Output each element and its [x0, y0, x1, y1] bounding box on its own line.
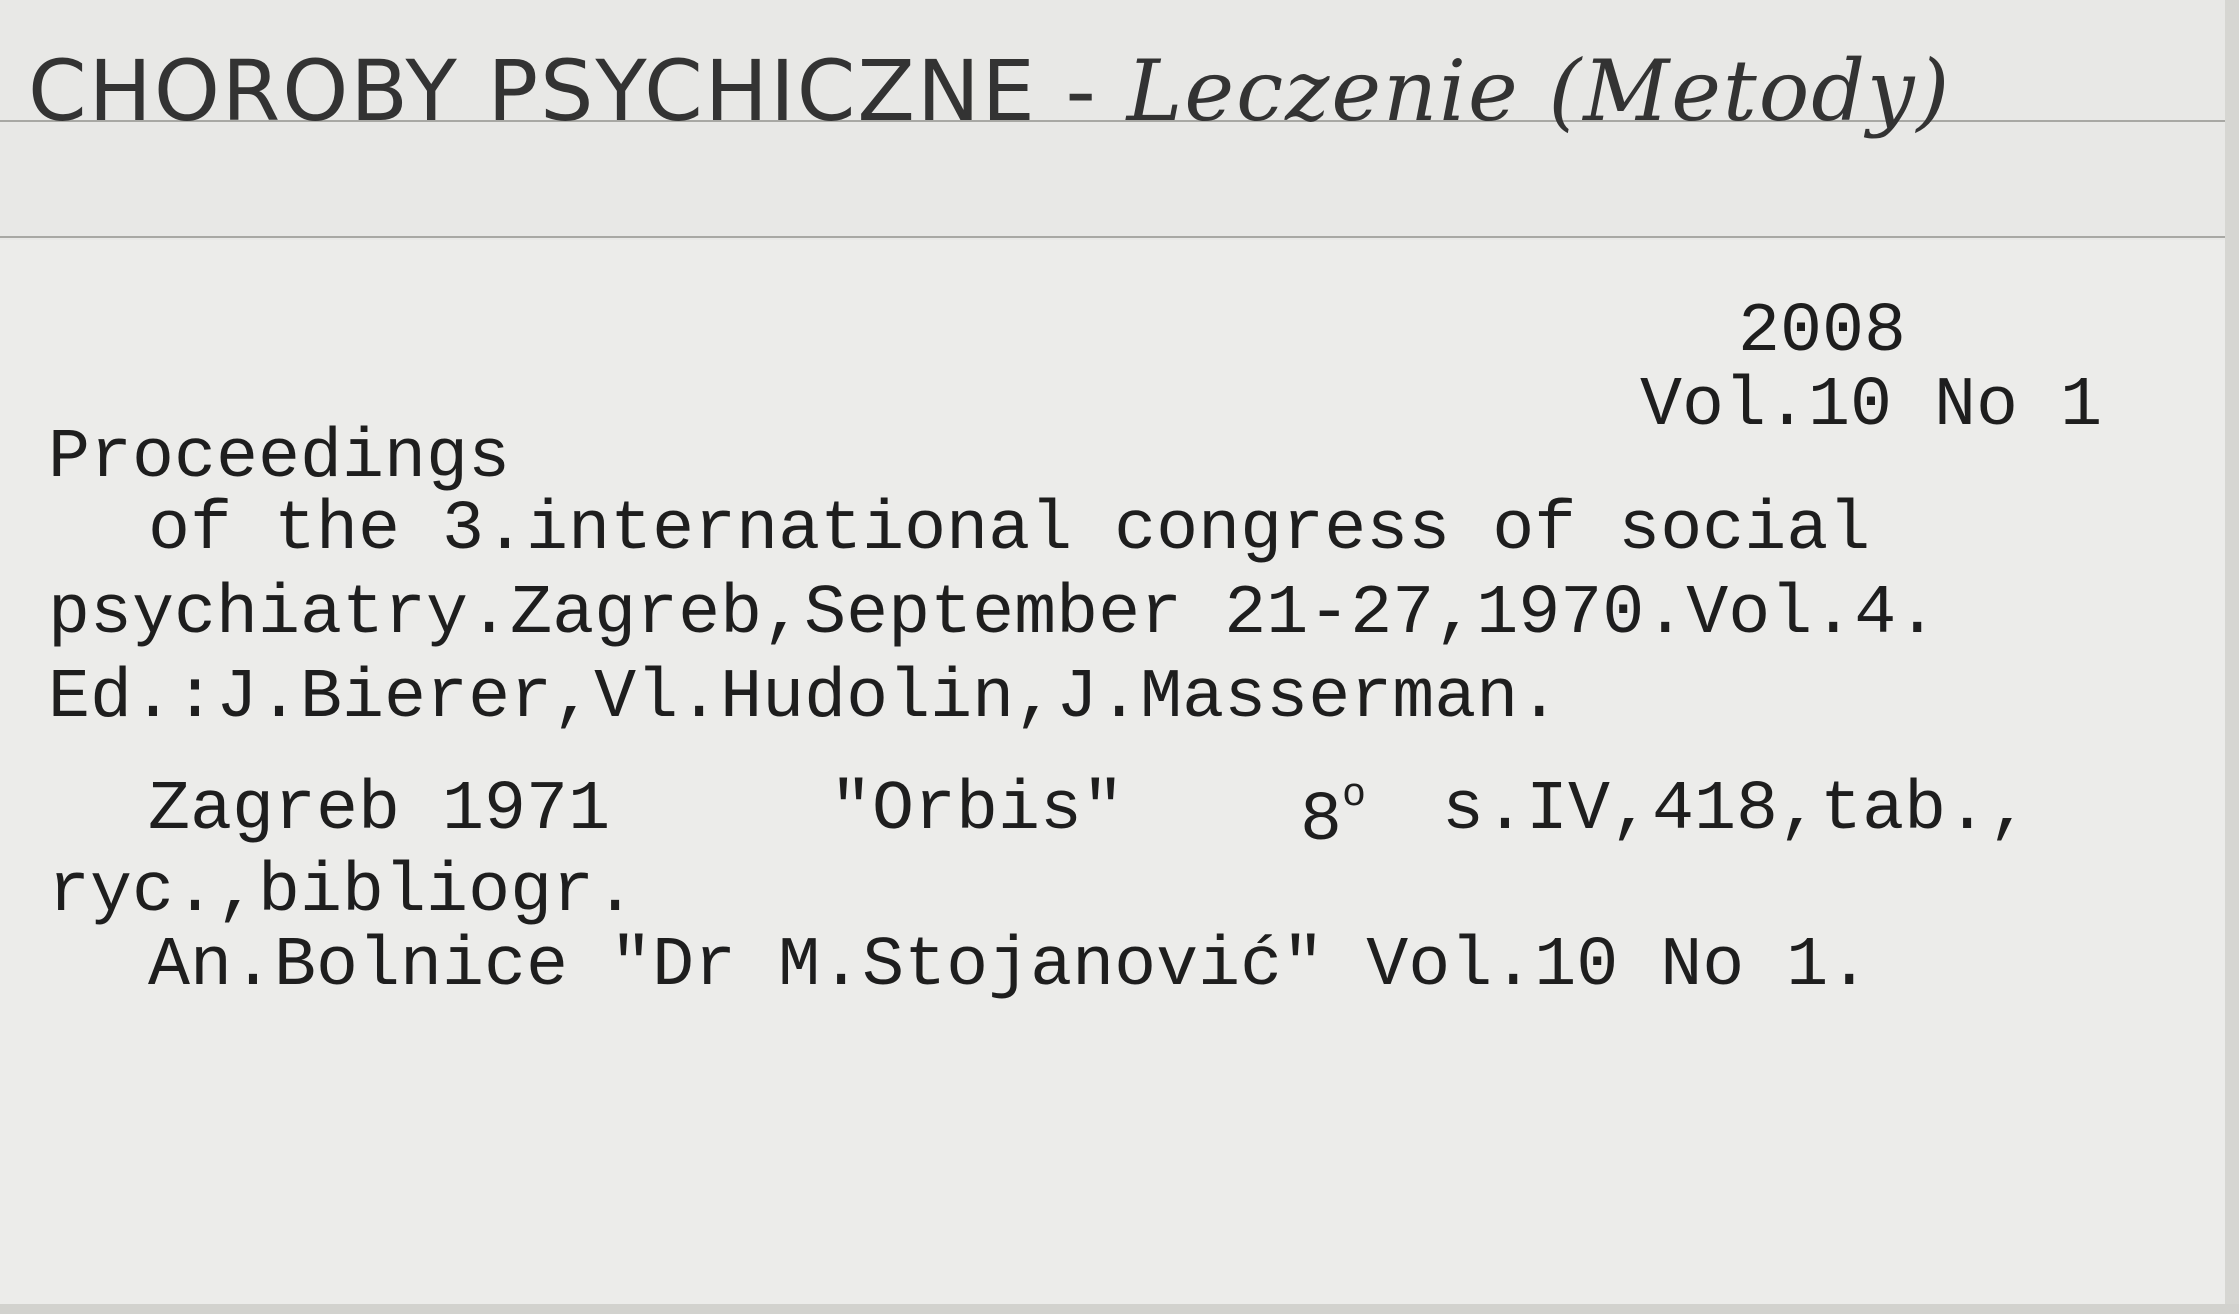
imprint-place-year: Zagreb 1971 [148, 771, 611, 850]
subject-heading-dash: - [1036, 42, 1098, 140]
body-top-rule [0, 236, 2239, 238]
format-number: 8 [1300, 782, 1343, 861]
imprint-publisher: "Orbis" [830, 771, 1125, 850]
extent-continuation: ryc.,bibliogr. [48, 853, 637, 932]
title-word: Proceedings [48, 419, 511, 498]
extent-text: s.IV,418,tab., [1442, 771, 2031, 850]
editors-line: Ed.:J.Bierer,Vl.Hudolin,J.Masserman. [48, 659, 1561, 738]
card-right-edge [2225, 0, 2239, 1314]
year-text: 2008 [1738, 293, 1907, 372]
subject-heading-caps: CHOROBY PSYCHICZNE [28, 42, 1037, 140]
format-text [1300, 773, 1367, 861]
card-bottom-edge [0, 1304, 2239, 1314]
title-line-1: of the 3.international congress of social [148, 491, 1871, 570]
subject-heading [28, 42, 1951, 140]
volume-reference: Vol.10 No 1 [1640, 367, 2103, 446]
subject-heading-subdivision: Leczenie (Metody) [1126, 42, 1952, 140]
title-line-2: psychiatry.Zagreb,September 21-27,1970.Vol.4. [48, 575, 1939, 654]
series-note: An.Bolnice "Dr M.Stojanović" Vol.10 No 1. [148, 927, 1871, 1006]
format-degree: o [1342, 773, 1367, 818]
